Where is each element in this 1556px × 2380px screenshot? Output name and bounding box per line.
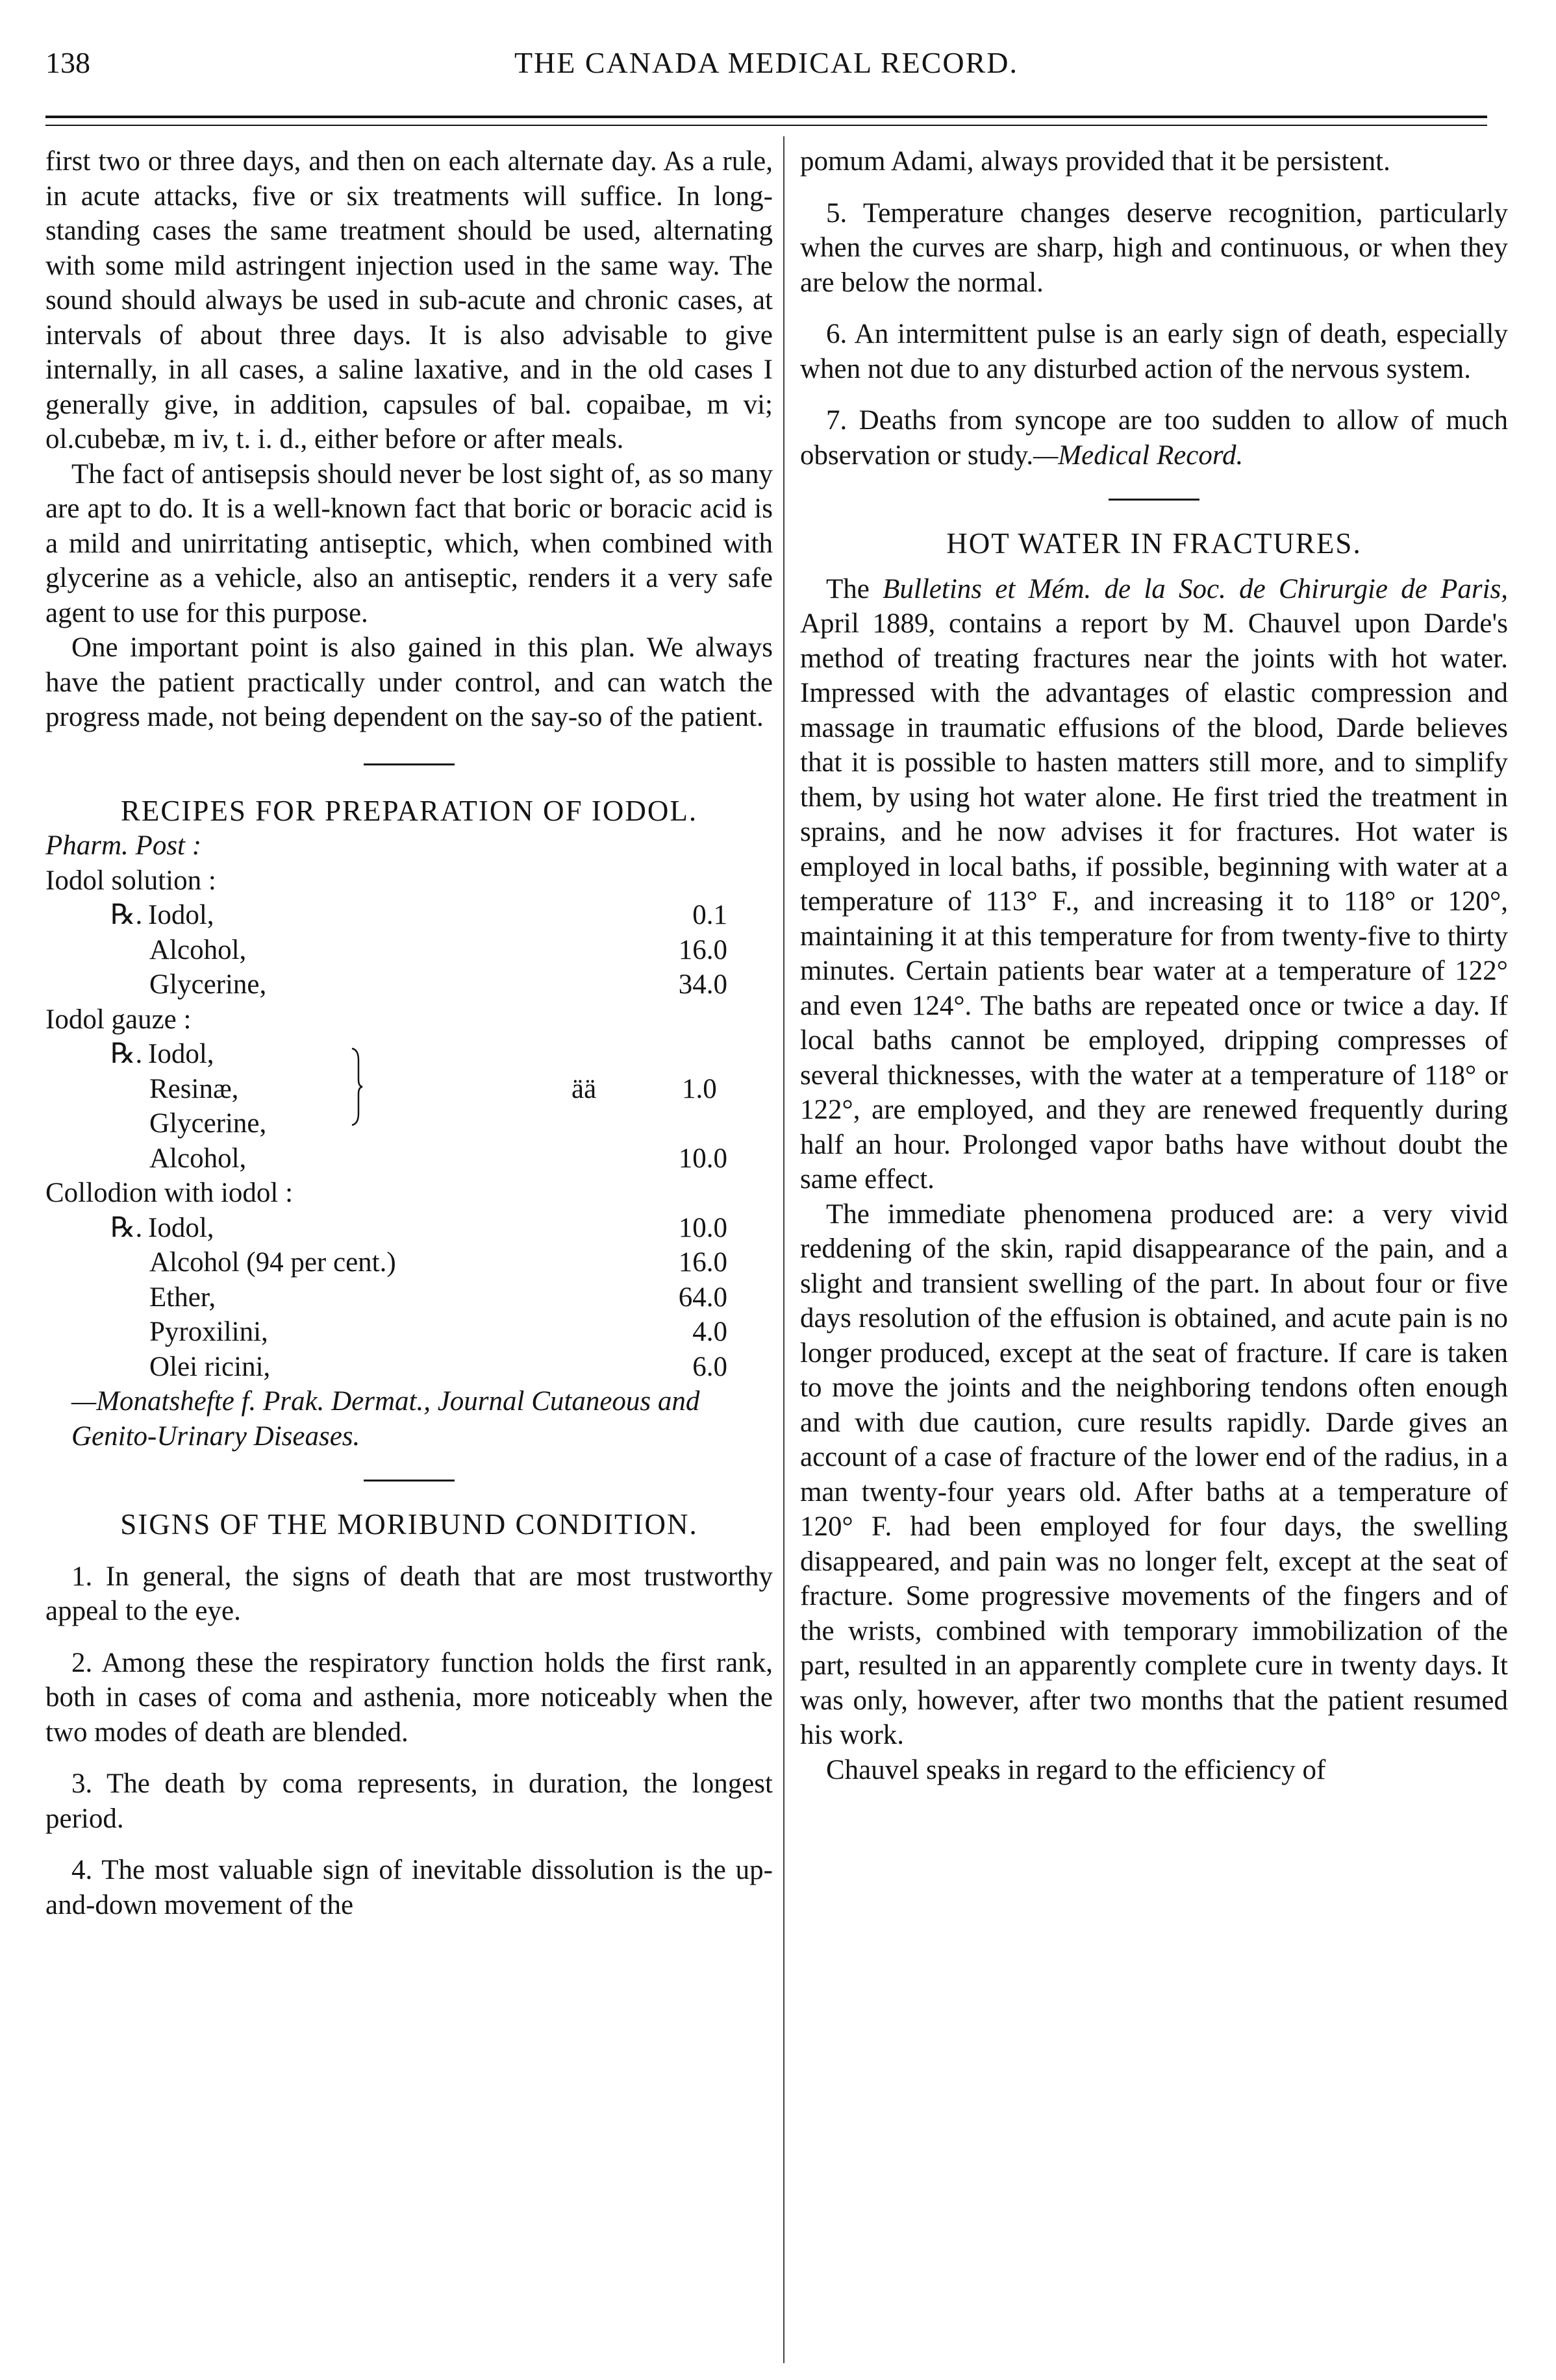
header-rule-thin (45, 125, 1487, 126)
left-column (45, 144, 773, 1922)
ingredient: Resinæ, (149, 1073, 239, 1104)
quantity: 16.0 (678, 934, 727, 965)
ingredient: Glycerine, (149, 1108, 267, 1139)
rx-symbol: ℞. (110, 1039, 143, 1069)
brace-icon (351, 1047, 364, 1126)
recipe-row (45, 1106, 773, 1141)
page-header (45, 45, 1487, 91)
column-divider (783, 136, 784, 2363)
recipe-gauze (45, 1037, 773, 1141)
list-item: 1. In general, the signs of death that are most trustworthy appeal to the eye. (45, 1561, 773, 1626)
recipe-collodion (45, 1211, 773, 1385)
section-heading-moribund: SIGNS OF THE MORIBUND CONDITION. (120, 1508, 698, 1541)
paragraph: One important point is also gained in this plan. We always have the patient practically under control, and can watch the progress made, not being dependent on the say-so of the patient. (45, 632, 773, 732)
list-item: 6. An intermittent pulse is an early sign of death, especially when not due to any disturbed action of the nervous system. (800, 319, 1508, 384)
recipe-row (45, 1350, 773, 1385)
list-item: 4. The most valuable sign of inevitable dissolution is the up-and-down movement of the (45, 1855, 773, 1920)
citation: —Monatshefte f. Prak. Dermat., Journal Cutaneous and Genito-Urinary Diseases. (71, 1386, 700, 1452)
paragraph: The immediate phenomena produced are: a very vivid reddening of the skin, rapid disappearance of the pain, and a slight and transient swelling of the part. In about four or five days resolution of the effusion is obtained, and acute pain is no longer produced, except at the seat of fracture. If care is taken to move the joints and the neighboring tendons often enough and with due caution, cure results rapidly. Darde gives an account of a case of fracture of the lower end of the radius, in a man twenty-four years old. After baths at a temperature of 120° F. had been employed for four days, the swelling disappeared, and pain was no longer felt, except at the seat of fracture. Some progressive movements of the fingers and of the wrists, combined with temporary immobilization of the part, resulted in an apparently complete cure in twenty days. It was only, however, after two months that the patient resumed his work. (800, 1198, 1508, 1750)
quantity: 10.0 (678, 1212, 727, 1243)
recipe-solution (45, 898, 773, 1002)
list-item-text: 7. Deaths from syncope are too sudden to allow of much observation or study. (800, 405, 1508, 471)
right-column (800, 144, 1508, 1787)
ingredient: Glycerine, (149, 969, 267, 1000)
ingredient: Olei ricini, (149, 1351, 271, 1382)
list-item: 3. The death by coma represents, in duration, the longest period. (45, 1768, 773, 1834)
recipe-label: Collodion with iodol : (45, 1178, 294, 1208)
paragraph: Chauvel speaks in regard to the efficiency of (826, 1754, 1326, 1785)
section-heading-hot-water: HOT WATER IN FRACTURES. (946, 527, 1362, 560)
ingredient: Ether, (149, 1282, 216, 1313)
ingredient: Iodol, (148, 1212, 214, 1243)
paragraph-intro: The (826, 573, 870, 604)
section-heading-recipes: RECIPES FOR PREPARATION OF IODOL. (120, 794, 698, 827)
paragraph: first two or three days, and then on each alternate day. As a rule, in acute attacks, five or six treatments will suffice. In long-standing cases the same treatment should be used, alternating with some mild astringent injection used in the same way. The sound should always be used in sub-acute and chronic cases, at intervals of about three days. It is also advisable to give internally, in all cases, a saline laxative, and in the old cases I generally give, in addition, capsules of bal. copaibae, m vi; ol.cubebæ, m iv, t. i. d., either before or after meals. (45, 146, 773, 454)
recipe-label: Iodol gauze : (45, 1004, 192, 1035)
quantity: 4.0 (692, 1317, 727, 1347)
recipe-row (45, 1245, 773, 1280)
paragraph: pomum Adami, always provided that it be persistent. (800, 146, 1390, 177)
quantity: 16.0 (678, 1247, 727, 1278)
recipe-row (45, 1211, 773, 1246)
paragraph (800, 572, 1508, 1197)
recipe-row (45, 898, 773, 933)
rx-symbol: ℞. (110, 900, 143, 930)
recipe-row (45, 1280, 773, 1315)
recipe-row (45, 1315, 773, 1350)
citation: —Medical Record. (1033, 440, 1244, 471)
list-item (800, 403, 1508, 473)
recipe-row (45, 1072, 773, 1107)
quantity: 10.0 (678, 1143, 727, 1174)
ana-symbol: ää (571, 1073, 597, 1104)
ingredient: Alcohol (94 per cent.) (149, 1247, 396, 1278)
recipe-row (45, 967, 773, 1002)
page-number: 138 (45, 46, 90, 79)
recipe-label: Iodol solution : (45, 865, 216, 896)
ingredient: Iodol, (148, 900, 214, 930)
ingredient: Pyroxilini, (149, 1317, 268, 1347)
recipe-row (45, 933, 773, 968)
quantity: 0.1 (692, 900, 727, 930)
recipe-source: Pharm. Post : (45, 830, 202, 861)
quantity: 1.0 (682, 1073, 717, 1104)
list-item: 2. Among these the respiratory function holds the first rank, both in cases of coma and asthenia, more noticeably when the two modes of death are blended. (45, 1647, 773, 1748)
ingredient: Alcohol, (149, 934, 247, 965)
quantity: 6.0 (692, 1351, 727, 1382)
recipe-row (45, 1141, 773, 1176)
list-item: 5. Temperature changes deserve recognition, particularly when the curves are sharp, high and continuous, or when they are below the normal. (800, 197, 1508, 298)
ingredient: Iodol, (148, 1039, 214, 1069)
journal-title: Bulletins et Mém. de la Soc. de Chirurgie de Paris, (883, 573, 1509, 604)
header-rule (45, 116, 1487, 118)
recipe-row (45, 1037, 773, 1072)
rx-symbol: ℞. (110, 1212, 143, 1243)
ingredient: Alcohol, (149, 1143, 247, 1174)
paragraph-body: April 1889, contains a report by M. Chauvel upon Darde's method of treating fractures near the joints with hot water. Impressed with the advantages of elastic compression and massage in traumatic effusions of the blood, Darde believes that it is possible to hasten matters still more, and to simplify them, by using hot water alone. He first tried the treatment in sprains, and he now advises it for fractures. Hot water is employed in local baths, if possible, beginning with water at a temperature of 113° F., and increasing it to 118° or 120°, maintaining it at this temperature for from twenty-five to thirty minutes. Certain patients bear water at a temperature of 122° and even 124°. The baths are repeated once or twice a day. If local baths cannot be employed, dripping compresses of several thicknesses, with the water at a temperature of 118° or 122°, are employed, and they are renewed frequently during half an hour. Prolonged vapor baths have without doubt the same effect. (800, 608, 1508, 1195)
quantity: 34.0 (678, 969, 727, 1000)
running-title: THE CANADA MEDICAL RECORD. (514, 46, 1019, 79)
quantity: 64.0 (678, 1282, 727, 1313)
paragraph: The fact of antisepsis should never be lost sight of, as so many are apt to do. It is a well-known fact that boric or boracic acid is a mild and unirritating antiseptic, which, when combined with glycerine as a vehicle, also an antiseptic, renders it a very safe agent to use for this purpose. (45, 458, 773, 628)
